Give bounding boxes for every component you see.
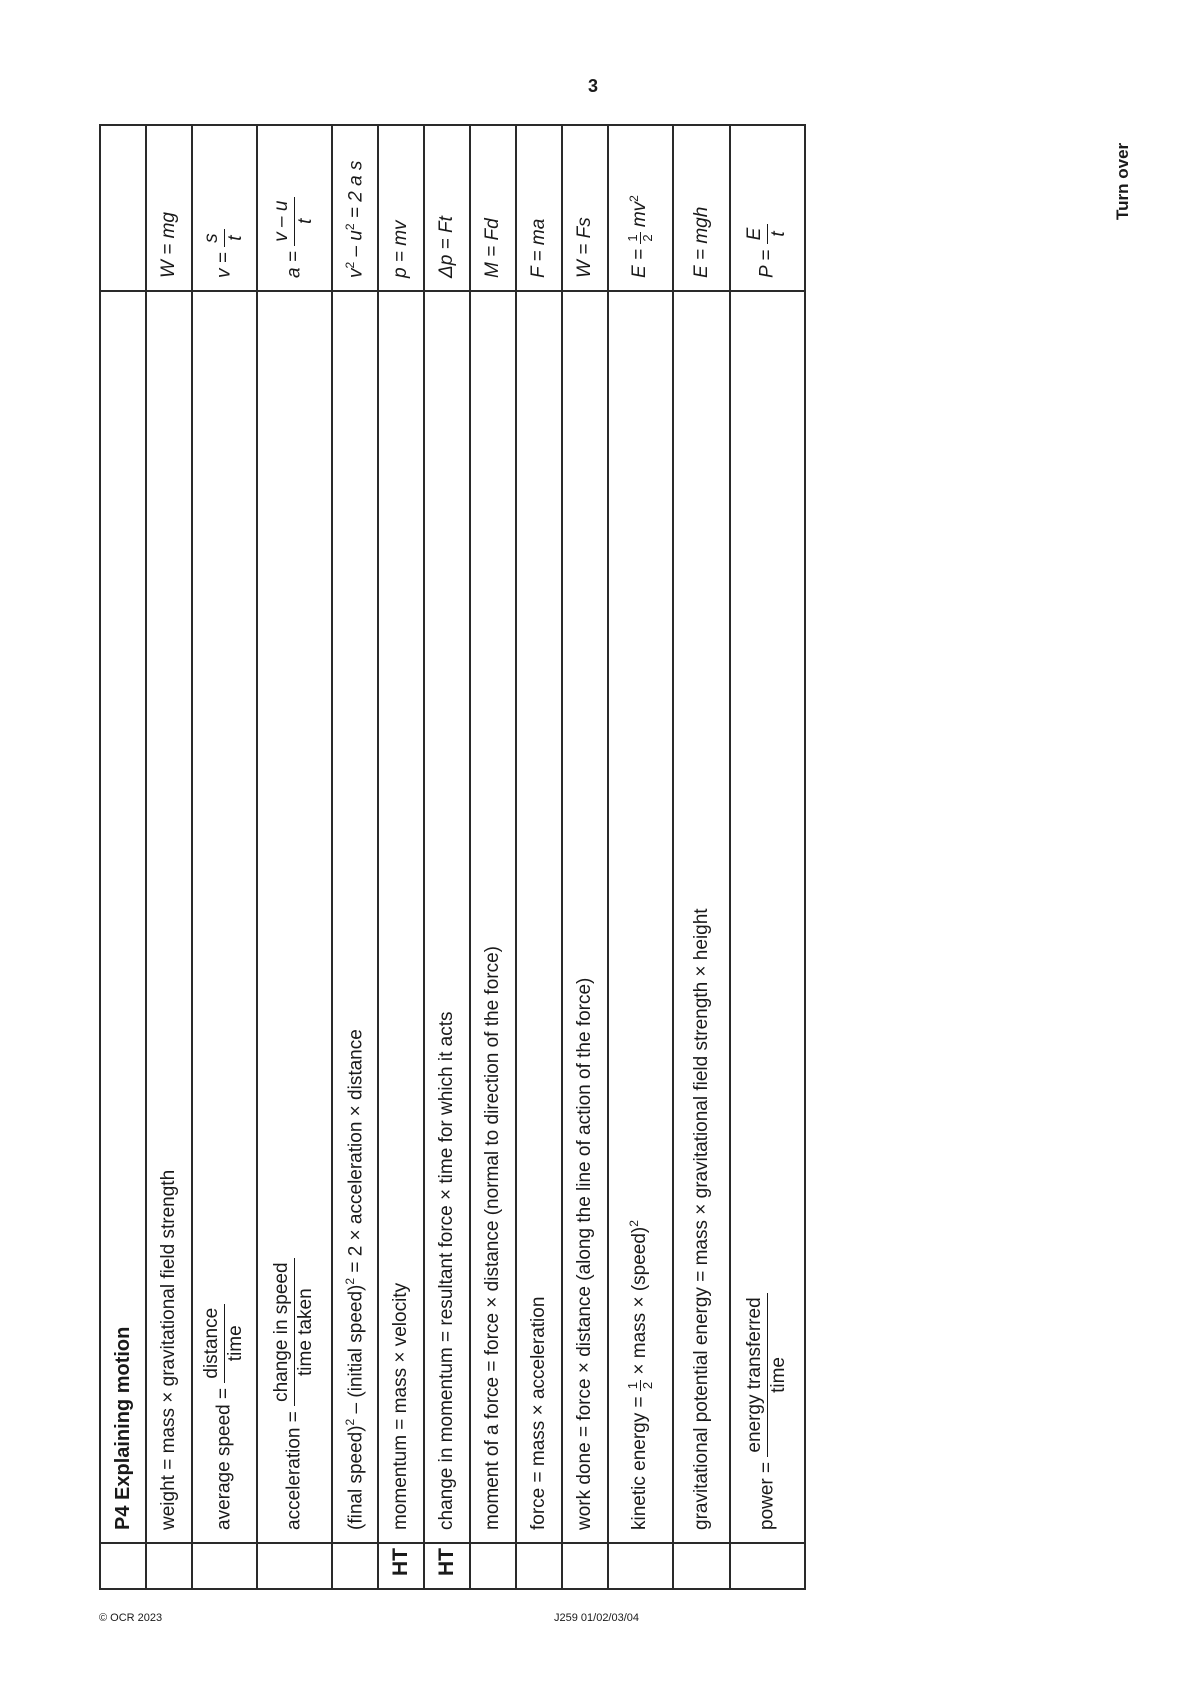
fraction-denominator: 2 [640, 1381, 655, 1390]
table-row [516, 125, 562, 1589]
fraction [272, 197, 317, 246]
table-row [673, 125, 730, 1589]
tag-cell: HT [378, 1543, 424, 1589]
fraction-denominator: t [295, 218, 316, 224]
fraction [202, 229, 247, 247]
word-equation: force = mass × acceleration [516, 291, 562, 1543]
superscript: 2 [342, 261, 357, 269]
word-equation [730, 291, 805, 1543]
table-row [470, 125, 516, 1589]
tag-cell [730, 1543, 805, 1589]
equation-part: = 2 a s [345, 160, 367, 224]
word-equation: weight = mass × gravitational field strength [146, 291, 192, 1543]
equation-lhs: power = [756, 1461, 778, 1530]
fraction [202, 1304, 247, 1383]
equation-part: mv [629, 201, 651, 228]
table-row [608, 125, 673, 1589]
equation-lhs: E = [629, 248, 651, 278]
tag-cell [257, 1543, 332, 1589]
table-row [332, 125, 378, 1589]
fraction-denominator: time [768, 1357, 789, 1393]
formula-table [99, 124, 806, 1590]
word-equation: momentum = mass × velocity [378, 291, 424, 1543]
equation-part: = 2 × acceleration × distance [345, 1029, 367, 1278]
fraction-numerator: E [745, 224, 768, 245]
symbol-equation: W = Fs [562, 125, 608, 291]
fraction [745, 1293, 790, 1456]
table-header-row [100, 125, 146, 1589]
fraction-denominator: t [225, 235, 246, 241]
tag-cell [516, 1543, 562, 1589]
equation-part: – (initial speed) [345, 1284, 367, 1419]
fraction-numerator: distance [202, 1304, 225, 1383]
symbol-equation [332, 125, 378, 291]
table-row [257, 125, 332, 1589]
symbol-equation: F = ma [516, 125, 562, 291]
superscript: 2 [342, 1418, 357, 1426]
symbol-equation [730, 125, 805, 291]
superscript: 2 [342, 223, 357, 231]
table-row [730, 125, 805, 1589]
superscript: 2 [342, 1277, 357, 1285]
footer-paper-code: J259 01/02/03/04 [554, 1612, 640, 1624]
fraction-denominator: time [225, 1325, 246, 1362]
footer-copyright: © OCR 2023 [99, 1612, 163, 1624]
symbol-equation: M = Fd [470, 125, 516, 291]
fraction-half [626, 232, 654, 243]
page-number: 3 [588, 76, 599, 96]
word-equation [257, 291, 332, 1543]
equation-lhs: P = [756, 249, 778, 278]
table-row [562, 125, 608, 1589]
superscript: 2 [627, 1220, 642, 1227]
tag-cell [332, 1543, 378, 1589]
equation-lhs: v = [213, 252, 235, 278]
equation-part: v [345, 268, 367, 278]
word-equation: gravitational potential energy = mass × gravitational field strength × height [673, 291, 730, 1543]
equation-lhs: acceleration = [283, 1411, 305, 1530]
tag-cell [192, 1543, 257, 1589]
table-row [146, 125, 192, 1589]
tag-cell [100, 1543, 146, 1589]
fraction-numerator: s [202, 229, 225, 247]
fraction [745, 224, 790, 245]
fraction-numerator: 1 [625, 1381, 641, 1390]
superscript: 2 [627, 195, 642, 202]
equation-part: (final speed) [345, 1425, 367, 1530]
equation-lhs: kinetic energy = [629, 1396, 651, 1530]
fraction-denominator: time taken [295, 1288, 316, 1376]
equation-lhs: a = [283, 251, 305, 278]
word-equation [192, 291, 257, 1543]
turn-over-label: Turn over [1113, 142, 1132, 220]
fraction-denominator: t [768, 231, 789, 237]
symbol-equation [192, 125, 257, 291]
symbol-equation: p = mv [378, 125, 424, 291]
section-title: P4 Explaining motion [100, 291, 146, 1543]
tag-cell [562, 1543, 608, 1589]
table-row [424, 125, 470, 1589]
tag-cell [673, 1543, 730, 1589]
fraction-numerator: energy transferred [745, 1293, 768, 1456]
symbol-cell [100, 125, 146, 291]
fraction-numerator: v – u [272, 197, 295, 246]
fraction [272, 1258, 317, 1405]
symbol-equation: Δp = Ft [424, 125, 470, 291]
word-equation [332, 291, 378, 1543]
symbol-equation [257, 125, 332, 291]
equation-part: – u [345, 230, 367, 262]
equation-lhs: average speed = [213, 1387, 235, 1530]
tag-cell [470, 1543, 516, 1589]
word-equation: work done = force × distance (along the line of action of the force) [562, 291, 608, 1543]
word-equation: moment of a force = force × distance (normal to direction of the force) [470, 291, 516, 1543]
fraction-half [626, 1380, 654, 1391]
word-equation: change in momentum = resultant force × time for which it acts [424, 291, 470, 1543]
formula-table-container [99, 126, 806, 1590]
tag-cell [146, 1543, 192, 1589]
tag-cell [608, 1543, 673, 1589]
fraction-numerator: 1 [625, 234, 641, 242]
equation-part: × mass × (speed) [629, 1226, 651, 1375]
word-equation [608, 291, 673, 1543]
symbol-equation [608, 125, 673, 291]
fraction-denominator: 2 [640, 234, 655, 242]
symbol-equation: E = mgh [673, 125, 730, 291]
table-row [192, 125, 257, 1589]
tag-cell: HT [424, 1543, 470, 1589]
symbol-equation: W = mg [146, 125, 192, 291]
fraction-numerator: change in speed [272, 1258, 295, 1405]
table-row [378, 125, 424, 1589]
